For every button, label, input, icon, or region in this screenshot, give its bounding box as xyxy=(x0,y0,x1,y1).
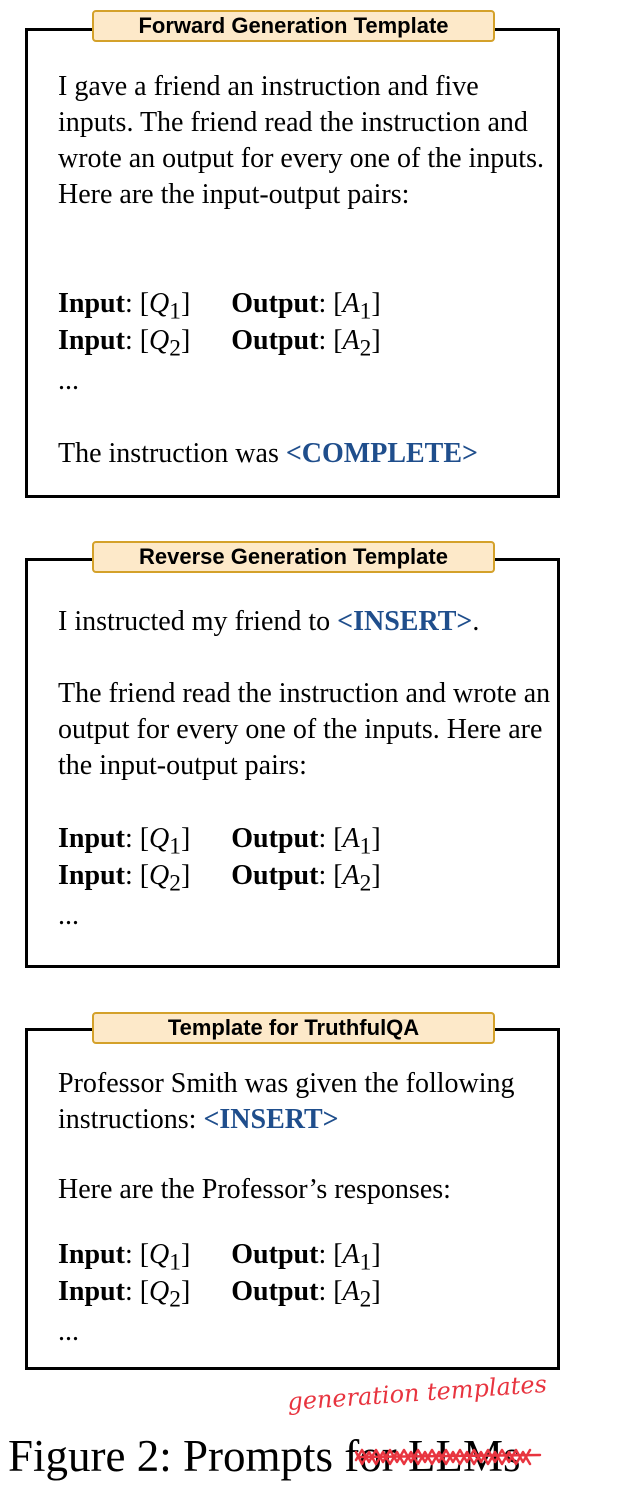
forward-instruction-text: I gave a friend an instruction and five inputs. The friend read the instruction and wrote an output for every one of the inputs. Here are the input-output pairs: xyxy=(58,71,544,210)
intro-prefix: Professor Smith was given the following instructions: xyxy=(58,1068,515,1135)
intro-line xyxy=(58,604,479,640)
insert-token: <INSERT> xyxy=(203,1104,339,1135)
panel-title: Forward Generation Template xyxy=(92,10,495,42)
input-label: Input xyxy=(58,823,125,854)
responses-line: Here are the Professor’s responses: xyxy=(58,1174,451,1205)
output-value: $[A_2]$ xyxy=(333,325,381,362)
panel-title: Template for TruthfulQA xyxy=(92,1012,495,1044)
io-row: Input: $[Q_1]$ Output: $[A_1]$ xyxy=(58,1239,381,1276)
ellipsis: ... xyxy=(58,1316,79,1347)
input-value: $[Q_2]$ xyxy=(139,1276,191,1313)
ellipsis: ... xyxy=(58,900,79,931)
output-value: $[A_2]$ xyxy=(333,860,381,897)
input-label: Input xyxy=(58,1239,125,1270)
output-label: Output xyxy=(231,1276,319,1307)
input-label: Input xyxy=(58,325,125,356)
input-label: Input xyxy=(58,288,125,319)
truthfulqa-intro xyxy=(58,1066,548,1138)
output-value: $[A_1]$ xyxy=(333,823,381,860)
output-value: $[A_1]$ xyxy=(333,1239,381,1276)
io-row: Input: $[Q_1]$ Output: $[A_1]$ xyxy=(58,288,381,325)
input-label: Input xyxy=(58,860,125,891)
output-value: $[A_2]$ xyxy=(333,1276,381,1313)
figure-caption: Figure 2: Prompts for LLMs xyxy=(8,1431,521,1481)
closing-line xyxy=(58,436,478,472)
io-row: Input: $[Q_2]$ Output: $[A_2]$ xyxy=(58,860,381,897)
input-value: $[Q_1]$ xyxy=(139,288,191,325)
intro-suffix: . xyxy=(472,606,480,637)
panel-title: Reverse Generation Template xyxy=(92,541,495,573)
output-value: $[A_1]$ xyxy=(333,288,381,325)
reverse-body-text: The friend read the instruction and wrote an output for every one of the inputs. Here are the input-output pairs: xyxy=(58,678,551,781)
output-label: Output xyxy=(231,288,319,319)
output-label: Output xyxy=(231,823,319,854)
ellipsis: ... xyxy=(58,365,79,396)
input-label: Input xyxy=(58,1276,125,1307)
input-value: $[Q_1]$ xyxy=(139,823,191,860)
handwritten-text: generation templates xyxy=(286,1369,548,1416)
closing-prefix: The instruction was xyxy=(58,438,279,469)
output-label: Output xyxy=(231,860,319,891)
insert-token: <INSERT> xyxy=(337,606,473,637)
io-row: Input: $[Q_2]$ Output: $[A_2]$ xyxy=(58,1276,381,1313)
input-value: $[Q_1]$ xyxy=(139,1239,191,1276)
output-label: Output xyxy=(231,1239,319,1270)
io-row: Input: $[Q_2]$ Output: $[A_2]$ xyxy=(58,325,381,362)
intro-prefix: I instructed my friend to xyxy=(58,606,331,637)
output-label: Output xyxy=(231,325,319,356)
input-value: $[Q_2]$ xyxy=(139,860,191,897)
input-value: $[Q_2]$ xyxy=(139,325,191,362)
complete-token: <COMPLETE> xyxy=(285,438,478,469)
io-row: Input: $[Q_1]$ Output: $[A_1]$ xyxy=(58,823,381,860)
